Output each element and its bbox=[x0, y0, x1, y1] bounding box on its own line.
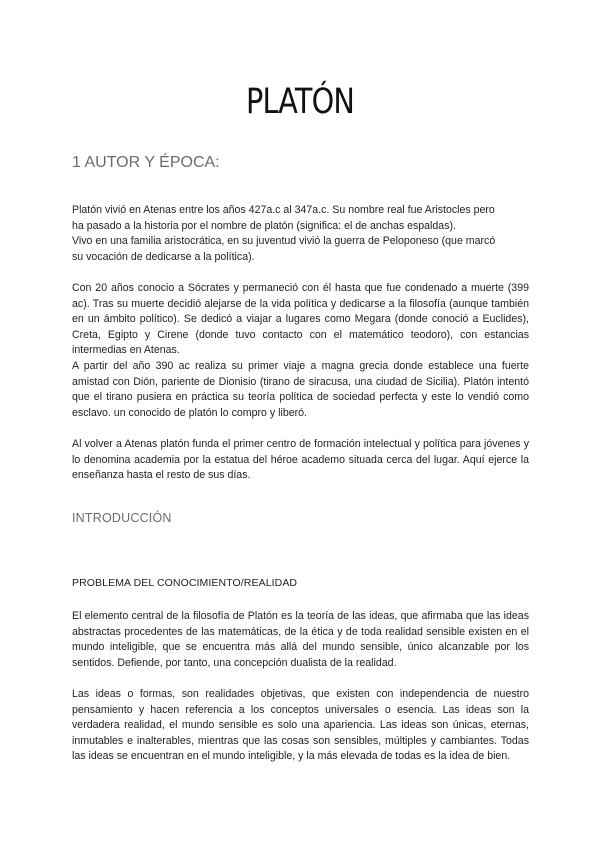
paragraph-line: ha pasado a la historia por el nombre de platón (significa: el de anchas espaldas). bbox=[72, 219, 456, 232]
paragraph-autor-1 bbox=[72, 203, 529, 265]
paragraph-autor-4: Al volver a Atenas platón funda el primer centro de formación intelectual y política para jóvenes y lo denomina academia por la estatua del héroe academo situada cerca del lugar. Aquí ejerce la enseñanza hasta el resto de sus días. bbox=[72, 438, 529, 482]
paragraph-conocimiento-1: El elemento central de la filosofía de Platón es la teoría de las ideas, que afirmaba que las ideas abstractas procedentes de las matemáticas, de la ética y de toda realidad sensible existen en el mundo inteligible, que se encuentra más allá del mundo sensible, único alcanzable por los sentidos. Defiende, por tanto, una concepción dualista de la realidad. bbox=[72, 610, 529, 669]
paragraph-line: Platón vivió en Atenas entre los años 427a.c al 347a.c. Su nombre real fue Aristocles pero bbox=[72, 204, 495, 216]
subheading-conocimiento-realidad: PROBLEMA DEL CONOCIMIENTO/REALIDAD bbox=[72, 577, 298, 589]
section-heading-introduccion: INTRODUCCIÓN bbox=[72, 511, 172, 525]
paragraph-conocimiento-2: Las ideas o formas, son realidades objetivas, que existen con independencia de nuestro pensamiento y hacen referencia a los conceptos universales o esencia. Las ideas son la verdadera realidad, el mundo sensible es solo una apariencia. Las ideas son únicas, eternas, inmutables e inalterables, mientras que las cosas son sensibles, múltiples y cambiantes. Todas las ideas se encuentran en el mundo inteligible, y la más elevada de todas es la idea de bien. bbox=[72, 688, 529, 763]
paragraph-autor-2: Con 20 años conocio a Sócrates y permaneció con él hasta que fue condenado a muerte (399 ac). Tras su muerte decidió alejarse de la vida política y dedicarse a la filosofía (aunque también en un ámbito político). Se dedicó a viajar a lugares como Megara (donde conoció a Euclides), Creta, Egipto y Cirene (donde tuvo contacto con el matemático teodoro), con estancias intermedias en Atenas. bbox=[72, 282, 529, 357]
page-title: PLATÓN bbox=[245, 82, 355, 122]
section-heading-autor-epoca: 1 AUTOR Y ÉPOCA: bbox=[72, 154, 220, 171]
paragraph-line: Vivo en una familia aristocrática, en su juventud vivió la guerra de Peloponeso (que marcó bbox=[72, 235, 496, 248]
paragraph-line: su vocación de dedicarse a la política). bbox=[72, 250, 255, 263]
paragraph-autor-3: A partir del año 390 ac realiza su primer viaje a magna grecia donde establece una fuerte amistad con Dión, pariente de Dionisio (tirano de siracusa, una ciudad de Sicilia). Platón intentó que el tirano pusiera en práctica su teoría política de sociedad perfecta y este lo vendió como esclavo. un conocido de platón lo compro y liberó. bbox=[72, 360, 529, 419]
